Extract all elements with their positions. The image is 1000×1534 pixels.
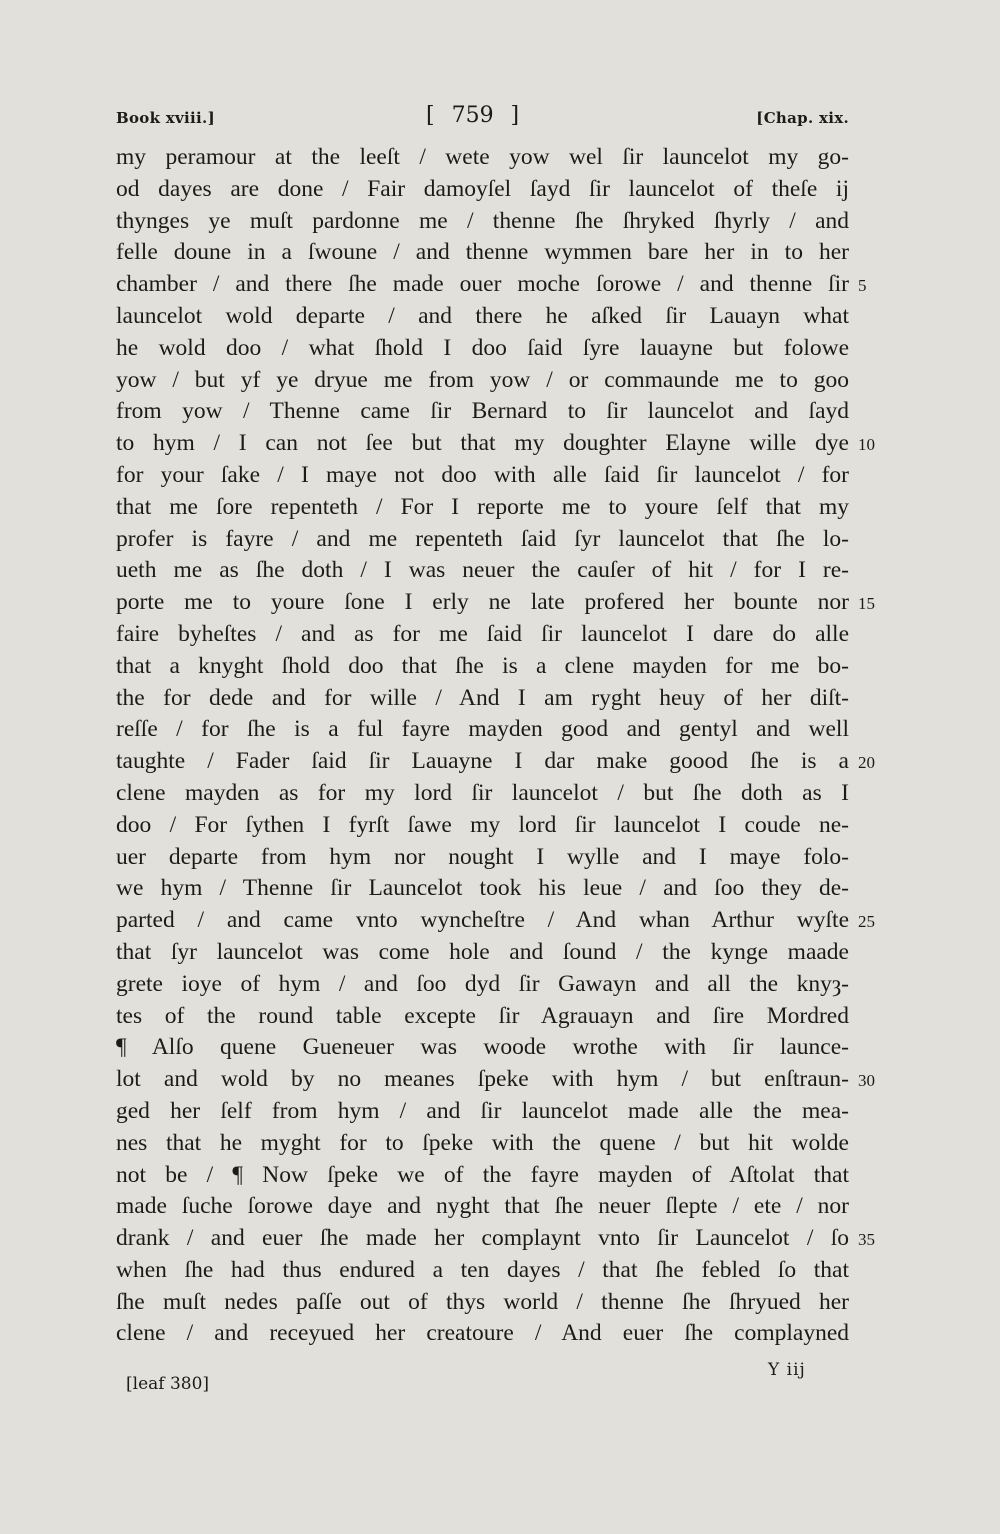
text-line (116, 1064, 875, 1096)
text-line (116, 1001, 849, 1033)
text-line-content: we hym / Thenne ſir Launcelot took his leue / and ſoo they de- (116, 875, 849, 902)
text-line-content: taughte / Fader ſaid ſir Lauayne I dar make goood ſhe is a (116, 748, 849, 775)
text-line-content: tes of the round table excepte ſir Agrauayn and ſire Mordred (116, 1002, 849, 1029)
text-line (116, 301, 849, 333)
text-line (116, 1191, 849, 1223)
text-line (116, 651, 849, 683)
body-text (116, 142, 875, 1350)
line-number: 15 (858, 594, 875, 614)
text-line-content: for your ſake / I maye not doo with alle ſaid ſir launcelot / for (116, 461, 849, 488)
text-line-content: uer departe from hym nor nought I wylle and I maye folo- (116, 843, 849, 870)
text-line (116, 714, 849, 746)
page-number: [ 759 ] (426, 103, 520, 128)
text-line (116, 1318, 849, 1350)
text-line-content: profer is fayre / and me repenteth ſaid ſyr launcelot that ſhe lo- (116, 525, 849, 552)
text-line (116, 428, 875, 460)
text-line-content: thynges ye muſt pardonne me / thenne ſhe ſhryked ſhyrly / and (116, 207, 849, 234)
book-number: Book xviii.] (116, 109, 215, 127)
text-line (116, 269, 867, 301)
text-line-content: ¶ Alſo quene Gueneuer was woode wrothe with ſir launce- (116, 1034, 849, 1061)
text-line-content: nes that he myght for to ſpeke with the quene / but hit wolde (116, 1129, 849, 1156)
text-line-content: the for dede and for wille / And I am ryght heuy of her diſt- (116, 684, 849, 711)
running-head (116, 103, 849, 133)
text-line-content: parted / and came vnto wyncheſtre / And whan Arthur wyſte (116, 907, 849, 934)
text-line-content: from yow / Thenne came ſir Bernard to ſir launcelot and ſayd (116, 398, 849, 425)
line-number: 30 (858, 1071, 875, 1091)
text-line-content: not be / ¶ Now ſpeke we of the fayre mayden of Aſtolat that (116, 1161, 849, 1188)
text-line-content: clene / and receyued her creatoure / And euer ſhe complayned (116, 1320, 849, 1347)
text-line-content: porte me to youre ſone I erly ne late profered her bounte nor (116, 589, 849, 616)
text-line-content: clene mayden as for my lord ſir launcelot / but ſhe doth as I (116, 779, 849, 806)
text-line (116, 365, 849, 397)
text-line (116, 746, 875, 778)
text-line (116, 206, 849, 238)
text-line (116, 969, 849, 1001)
line-number: 35 (858, 1230, 875, 1250)
text-line-content: yow / but yf ye dryue me from yow / or commaunde me to goo (116, 366, 849, 393)
text-line (116, 937, 849, 969)
text-line (116, 1223, 875, 1255)
text-line (116, 524, 849, 556)
text-line (116, 1096, 849, 1128)
text-line (116, 842, 849, 874)
text-line (116, 1128, 849, 1160)
text-line-content: lot and wold by no meanes ſpeke with hym / but enſtraun- (116, 1066, 849, 1093)
text-line (116, 333, 849, 365)
text-line (116, 778, 849, 810)
text-line-content: my peramour at the leeſt / wete yow wel ſir launcelot my go- (116, 144, 849, 170)
text-line-content: that me ſore repenteth / For I reporte me to youre ſelf that my (116, 493, 849, 520)
text-line (116, 492, 849, 524)
text-line-content: launcelot wold departe / and there he aſked ſir Lauayn what (116, 302, 849, 329)
text-line-content: drank / and euer ſhe made her complaynt vnto ſir Launcelot / ſo (116, 1225, 849, 1252)
text-line-content: made ſuche ſorowe daye and nyght that ſhe neuer ſlepte / ete / nor (116, 1193, 849, 1220)
text-line (116, 905, 875, 937)
text-line-content: ueth me as ſhe doth / I was neuer the cauſer of hit / for I re- (116, 557, 849, 584)
text-line (116, 1287, 849, 1319)
text-line (116, 555, 849, 587)
text-line (116, 460, 849, 492)
text-line-content: grete ioye of hym / and ſoo dyd ſir Gawayn and all the knyȝ- (116, 970, 849, 997)
text-line-content: od dayes are done / Fair damoyſel ſayd ſir launcelot of theſe ij (116, 175, 849, 202)
text-line (116, 1255, 849, 1287)
text-line (116, 873, 849, 905)
text-line-content: doo / For ſythen I fyrſt ſawe my lord ſir launcelot I coude ne- (116, 811, 849, 838)
text-line (116, 810, 849, 842)
line-number: 20 (858, 753, 875, 773)
text-line-content: he wold doo / what ſhold I doo ſaid ſyre lauayne but folowe (116, 334, 849, 361)
text-line-content: ſhe muſt nedes paſſe out of thys world / thenne ſhe ſhryued her (116, 1288, 849, 1315)
leaf-reference: [leaf 380] (126, 1374, 210, 1394)
signature-mark: Y iij (768, 1360, 806, 1380)
text-line (116, 174, 849, 206)
text-line-content: to hym / I can not ſee but that my doughter Elayne wille dye (116, 430, 849, 457)
text-line (116, 237, 849, 269)
text-line (116, 142, 849, 174)
text-line-content: that ſyr launcelot was come hole and ſound / the kynge maade (116, 938, 849, 965)
text-line (116, 683, 849, 715)
text-line (116, 619, 849, 651)
line-number: 10 (858, 435, 875, 455)
text-line-content: felle doune in a ſwoune / and thenne wymmen bare her in to her (116, 239, 849, 266)
text-line-content: ged her ſelf from hym / and ſir launcelot made alle the mea- (116, 1097, 849, 1124)
text-line (116, 1160, 849, 1192)
chapter-number: [Chap. xix. (756, 109, 849, 127)
text-line (116, 587, 875, 619)
line-number: 5 (858, 276, 867, 296)
text-line (116, 1032, 849, 1064)
text-line-content: faire byheſtes / and as for me ſaid ſir launcelot I dare do alle (116, 620, 849, 647)
text-line-content: when ſhe had thus endured a ten dayes / that ſhe febled ſo that (116, 1256, 849, 1283)
text-line-content: chamber / and there ſhe made ouer moche ſorowe / and thenne ſir (116, 271, 849, 298)
text-line (116, 396, 849, 428)
page-footer (116, 1360, 849, 1400)
line-number: 25 (858, 912, 875, 932)
text-line-content: that a knyght ſhold doo that ſhe is a clene mayden for me bo- (116, 652, 849, 679)
text-line-content: reſſe / for ſhe is a ful fayre mayden good and gentyl and well (116, 716, 849, 743)
